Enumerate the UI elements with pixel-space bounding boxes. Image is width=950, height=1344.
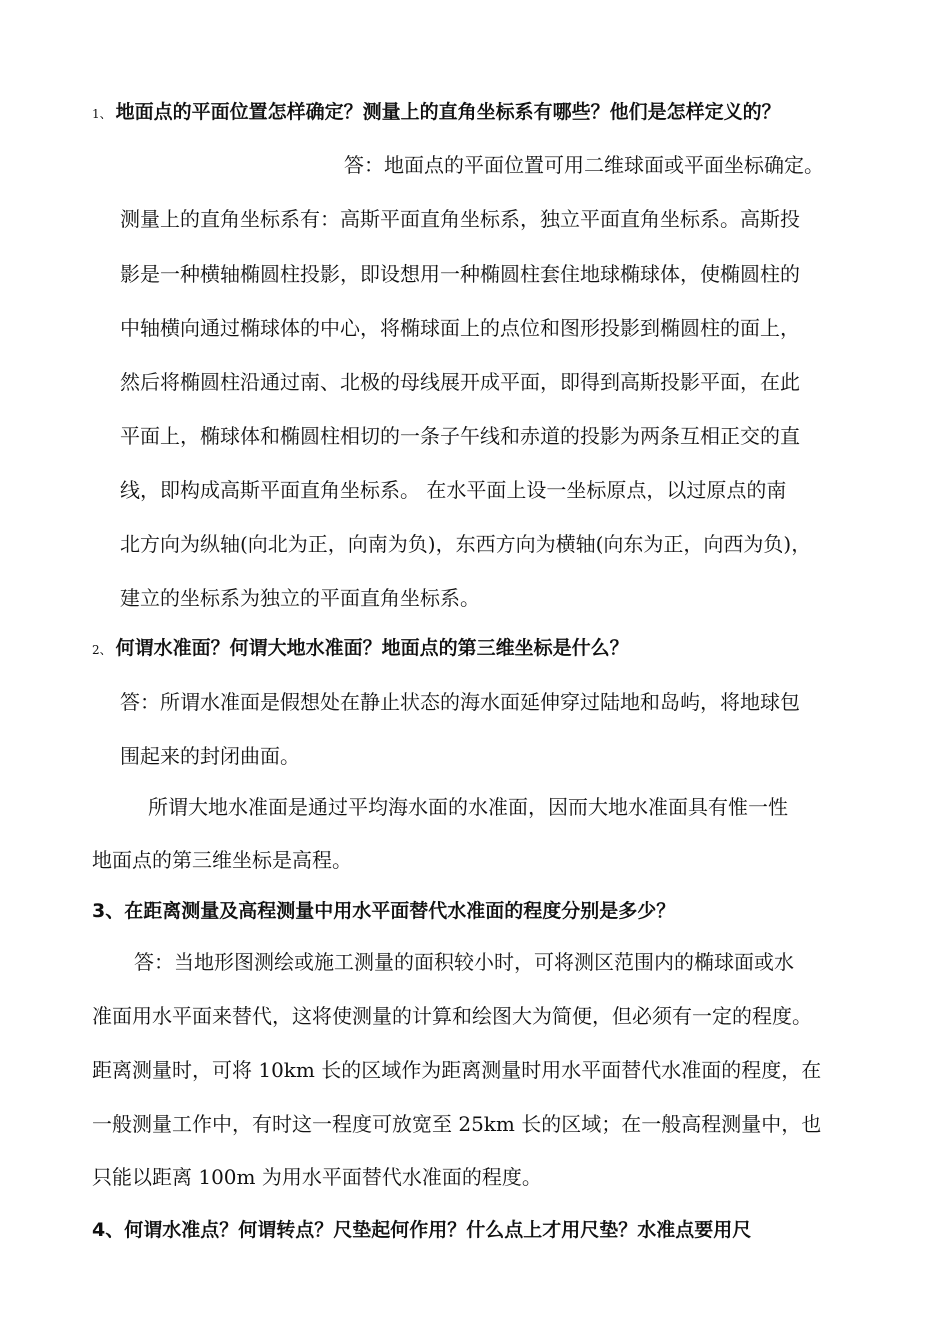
answer-1-line-7: 线，即构成高斯平面直角坐标系。 在水平面上设一坐标原点，以过原点的南 (120, 478, 787, 502)
answer-2-line-4: 地面点的第三维坐标是高程。 (92, 848, 352, 872)
answer-1-line-2: 测量上的直角坐标系有：高斯平面直角坐标系，独立平面直角坐标系。高斯投 (120, 207, 800, 231)
question-3-title: 3、在距离测量及高程测量中用水平面替代水准面的程度分别是多少？ (92, 900, 676, 922)
question-1-number: 1、 (92, 107, 112, 121)
question-2-title: 何谓水准面？何谓大地水准面？地面点的第三维坐标是什么？ (115, 637, 629, 659)
answer-3-line-3: 距离测量时，可将 10km 长的区域作为距离测量时用水平面替代水准面的程度，在 (92, 1058, 822, 1082)
question-4-title: 4、何谓水准点？何谓转点？尺垫起何作用？什么点上才用尺垫？水准点要用尺 (92, 1219, 752, 1241)
answer-1-line-6: 平面上，椭球体和椭圆柱相切的一条子午线和赤道的投影为两条互相正交的直 (120, 424, 800, 448)
answer-2-line-1: 答：所谓水准面是假想处在静止状态的海水面延伸穿过陆地和岛屿，将地球包 (120, 690, 800, 714)
answer-3-line-1: 答：当地形图测绘或施工测量的面积较小时，可将测区范围内的椭球面或水 (134, 950, 794, 974)
answer-1-line-8: 北方向为纵轴(向北为正，向南为负)，东西方向为横轴(向东为正，向西为负)， (120, 532, 812, 556)
answer-1-line-5: 然后将椭圆柱沿通过南、北极的母线展开成平面，即得到高斯投影平面，在此 (120, 370, 800, 394)
question-2-number: 2、 (92, 643, 112, 657)
answer-3-line-5: 只能以距离 100m 为用水平面替代水准面的程度。 (92, 1165, 542, 1189)
answer-1-line-9: 建立的坐标系为独立的平面直角坐标系。 (120, 586, 480, 610)
answer-3-line-4: 一般测量工作中，有时这一程度可放宽至 25km 长的区域；在一般高程测量中，也 (92, 1112, 822, 1136)
answer-2-line-3: 所谓大地水准面是通过平均海水面的水准面，因而大地水准面具有惟一性 (148, 795, 788, 819)
answer-1-line-3: 影是一种横轴椭圆柱投影，即设想用一种椭圆柱套住地球椭球体，使椭圆柱的 (120, 262, 800, 286)
question-1-title: 地面点的平面位置怎样确定？测量上的直角坐标系有哪些？他们是怎样定义的？ (115, 101, 781, 123)
question-1-heading (92, 100, 781, 126)
answer-1-line-1: 答：地面点的平面位置可用二维球面或平面坐标确定。 (344, 153, 824, 177)
answer-2-line-2: 围起来的封闭曲面。 (120, 744, 300, 768)
question-2-heading (92, 636, 629, 662)
answer-3-line-2: 准面用水平面来替代，这将使测量的计算和绘图大为简便，但必须有一定的程度。 (92, 1004, 812, 1028)
answer-1-line-4: 中轴横向通过椭球体的中心，将椭球面上的点位和图形投影到椭圆柱的面上， (120, 316, 800, 340)
